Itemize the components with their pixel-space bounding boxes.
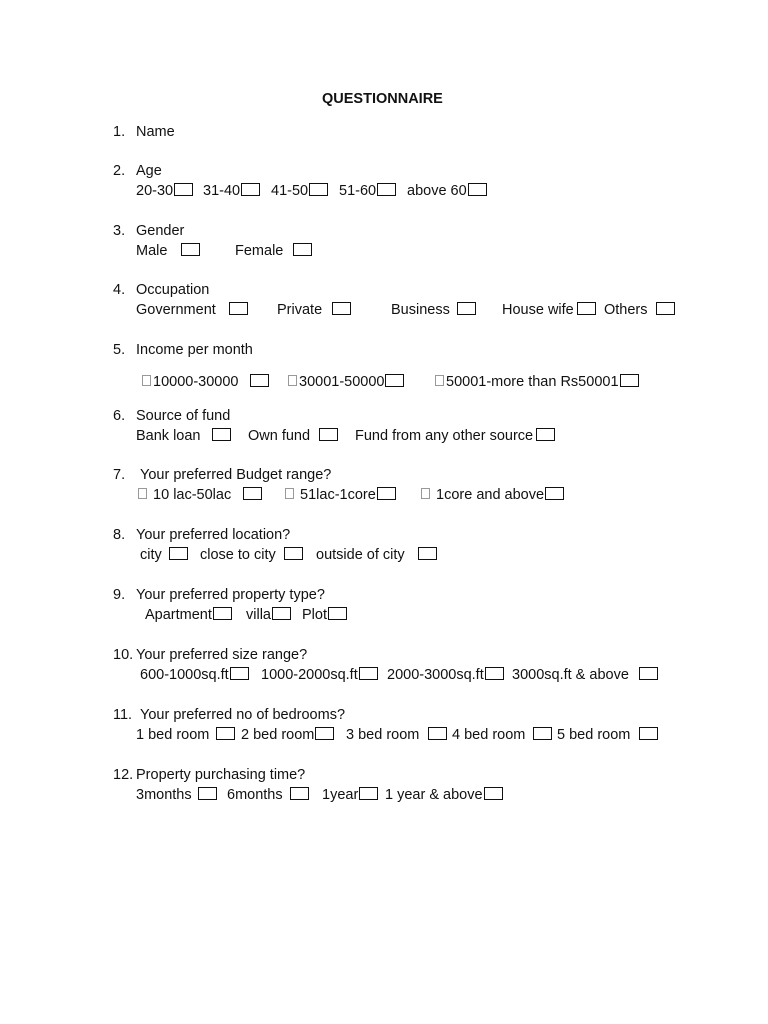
checkbox[interactable] <box>385 374 404 387</box>
q10-label: Your preferred size range? <box>136 647 308 663</box>
q7-option <box>285 486 396 504</box>
q2-option <box>407 182 487 200</box>
checkbox[interactable] <box>485 667 504 680</box>
q11-checkbox[interactable] <box>215 726 235 744</box>
q6-option-label: Bank loan <box>136 428 201 444</box>
q12-option <box>322 786 378 804</box>
q7-checkbox[interactable] <box>242 486 262 504</box>
bullet-glyph-icon <box>288 375 297 386</box>
q4-checkbox[interactable] <box>655 301 675 319</box>
q6-number: 6. <box>113 408 126 424</box>
option-label: above 60 <box>407 183 467 199</box>
option-label: 31-40 <box>203 183 241 199</box>
q3-label: Gender <box>136 223 185 239</box>
option-label: villa <box>246 607 271 623</box>
q7-number: 7. <box>113 467 126 483</box>
checkbox[interactable] <box>484 787 503 800</box>
checkbox[interactable] <box>169 547 188 560</box>
option-label: 30001-50000 <box>299 374 385 390</box>
checkbox[interactable] <box>319 428 338 441</box>
checkbox[interactable] <box>230 667 249 680</box>
q9-option <box>302 606 347 624</box>
q9-option <box>246 606 291 624</box>
checkbox[interactable] <box>181 243 200 256</box>
checkbox[interactable] <box>457 302 476 315</box>
q4-option-label: Others <box>604 302 648 318</box>
checkbox[interactable] <box>533 727 552 740</box>
option-label: 1year <box>322 787 359 803</box>
checkbox[interactable] <box>315 727 334 740</box>
q10-checkbox[interactable] <box>638 666 658 684</box>
bullet-glyph-icon <box>285 488 294 499</box>
checkbox[interactable] <box>468 183 487 196</box>
bullet-glyph-icon <box>435 375 444 386</box>
option-label: Apartment <box>145 607 212 623</box>
option-label: 1 year & above <box>385 787 483 803</box>
q6-label: Source of fund <box>136 408 231 424</box>
checkbox[interactable] <box>309 183 328 196</box>
checkbox[interactable] <box>620 374 639 387</box>
q2-option <box>339 182 396 200</box>
q11-option <box>241 726 334 744</box>
checkbox[interactable] <box>213 607 232 620</box>
q11-option-label: 3 bed room <box>346 727 420 743</box>
q12-option <box>385 786 503 804</box>
checkbox[interactable] <box>377 183 396 196</box>
q10-option <box>387 666 504 684</box>
q8-label: Your preferred location? <box>136 527 291 543</box>
checkbox[interactable] <box>250 374 269 387</box>
q5-option <box>142 373 238 391</box>
q4-option <box>502 301 596 319</box>
q4-number: 4. <box>113 282 126 298</box>
checkbox[interactable] <box>293 243 312 256</box>
checkbox[interactable] <box>332 302 351 315</box>
q6-checkbox[interactable] <box>318 427 338 445</box>
q12-option-label: 3months <box>136 787 192 803</box>
option-label: 1core and above <box>436 487 545 503</box>
checkbox[interactable] <box>536 428 555 441</box>
q6-checkbox[interactable] <box>211 427 231 445</box>
bullet-glyph-icon <box>421 488 430 499</box>
q8-option-label: outside of city <box>316 547 405 563</box>
q7-label: Your preferred Budget range? <box>140 467 332 483</box>
option-label: 10000-30000 <box>153 374 239 390</box>
q6-option-label: Own fund <box>248 428 311 444</box>
option-label: 10 lac-50lac <box>153 487 232 503</box>
checkbox[interactable] <box>577 302 596 315</box>
q3-option-label: Female <box>235 243 284 259</box>
q11-checkbox[interactable] <box>427 726 447 744</box>
q8-checkbox[interactable] <box>417 546 437 564</box>
q11-number: 11. <box>113 707 133 723</box>
q2-option <box>271 182 328 200</box>
q4-option-label: Business <box>391 302 450 318</box>
q3-checkbox[interactable] <box>292 242 312 260</box>
option-label: 41-50 <box>271 183 309 199</box>
q4-checkbox[interactable] <box>331 301 351 319</box>
checkbox[interactable] <box>241 183 260 196</box>
checkbox[interactable] <box>418 547 437 560</box>
option-label: 2 bed room <box>241 727 315 743</box>
q2-number: 2. <box>113 163 126 179</box>
q8-option-label: close to city <box>200 547 276 563</box>
q10-option <box>261 666 378 684</box>
q8-checkbox[interactable] <box>168 546 188 564</box>
q4-checkbox[interactable] <box>228 301 248 319</box>
checkbox[interactable] <box>545 487 564 500</box>
checkbox[interactable] <box>198 787 217 800</box>
q8-number: 8. <box>113 527 126 543</box>
checkbox[interactable] <box>212 428 231 441</box>
q7-option <box>138 486 231 504</box>
option-label: 51-60 <box>339 183 377 199</box>
q1-number: 1. <box>113 124 126 140</box>
checkbox[interactable] <box>243 487 262 500</box>
q11-option-label: 1 bed room <box>136 727 210 743</box>
q9-number: 9. <box>113 587 126 603</box>
checkbox[interactable] <box>428 727 447 740</box>
q6-option <box>355 427 555 445</box>
q10-number: 10. <box>113 647 134 663</box>
checkbox[interactable] <box>359 787 378 800</box>
checkbox[interactable] <box>290 787 309 800</box>
q5-option <box>435 373 639 391</box>
checkbox[interactable] <box>328 607 347 620</box>
option-label: Fund from any other source <box>355 428 534 444</box>
option-label: 2000-3000sq.ft <box>387 667 484 683</box>
checkbox[interactable] <box>377 487 396 500</box>
option-label: 600-1000sq.ft <box>140 667 229 683</box>
checkbox[interactable] <box>639 727 658 740</box>
q12-number: 12. <box>113 767 134 783</box>
checkbox[interactable] <box>216 727 235 740</box>
checkbox[interactable] <box>174 183 193 196</box>
q9-label: Your preferred property type? <box>136 587 325 603</box>
q12-option-label: 6months <box>227 787 283 803</box>
q8-option-label: city <box>140 547 162 563</box>
q4-option-label: Government <box>136 302 216 318</box>
q4-checkbox[interactable] <box>456 301 476 319</box>
q11-checkbox[interactable] <box>532 726 552 744</box>
checkbox[interactable] <box>284 547 303 560</box>
q3-number: 3. <box>113 223 126 239</box>
q8-checkbox[interactable] <box>283 546 303 564</box>
q2-option <box>203 182 260 200</box>
option-label: 1000-2000sq.ft <box>261 667 358 683</box>
q2-label: Age <box>136 163 162 179</box>
q11-option-label: 4 bed room <box>452 727 526 743</box>
q3-checkbox[interactable] <box>180 242 200 260</box>
option-label: House wife <box>502 302 574 318</box>
option-label: 20-30 <box>136 183 174 199</box>
bullet-glyph-icon <box>142 375 151 386</box>
page-title: QUESTIONNAIRE <box>322 91 443 107</box>
q12-label: Property purchasing time? <box>136 767 306 783</box>
checkbox[interactable] <box>229 302 248 315</box>
q1-label: Name <box>136 124 175 140</box>
option-label: 51lac-1core <box>300 487 376 503</box>
checkbox[interactable] <box>359 667 378 680</box>
q5-number: 5. <box>113 342 126 358</box>
checkbox[interactable] <box>656 302 675 315</box>
q11-option-label: 5 bed room <box>557 727 631 743</box>
q4-label: Occupation <box>136 282 210 298</box>
checkbox[interactable] <box>272 607 291 620</box>
bullet-glyph-icon <box>138 488 147 499</box>
q10-option <box>140 666 249 684</box>
q3-option-label: Male <box>136 243 168 259</box>
q5-label: Income per month <box>136 342 253 358</box>
q12-checkbox[interactable] <box>197 786 217 804</box>
q7-option <box>421 486 564 504</box>
option-label: Plot <box>302 607 327 623</box>
q2-option <box>136 182 193 200</box>
q4-option-label: Private <box>277 302 323 318</box>
q12-checkbox[interactable] <box>289 786 309 804</box>
q10-option-label: 3000sq.ft & above <box>512 667 629 683</box>
option-label: 50001-more than Rs50001 <box>446 374 619 390</box>
q5-checkbox[interactable] <box>249 373 269 391</box>
q5-option <box>288 373 404 391</box>
checkbox[interactable] <box>639 667 658 680</box>
q9-option <box>145 606 232 624</box>
q11-checkbox[interactable] <box>638 726 658 744</box>
q11-label: Your preferred no of bedrooms? <box>140 707 346 723</box>
